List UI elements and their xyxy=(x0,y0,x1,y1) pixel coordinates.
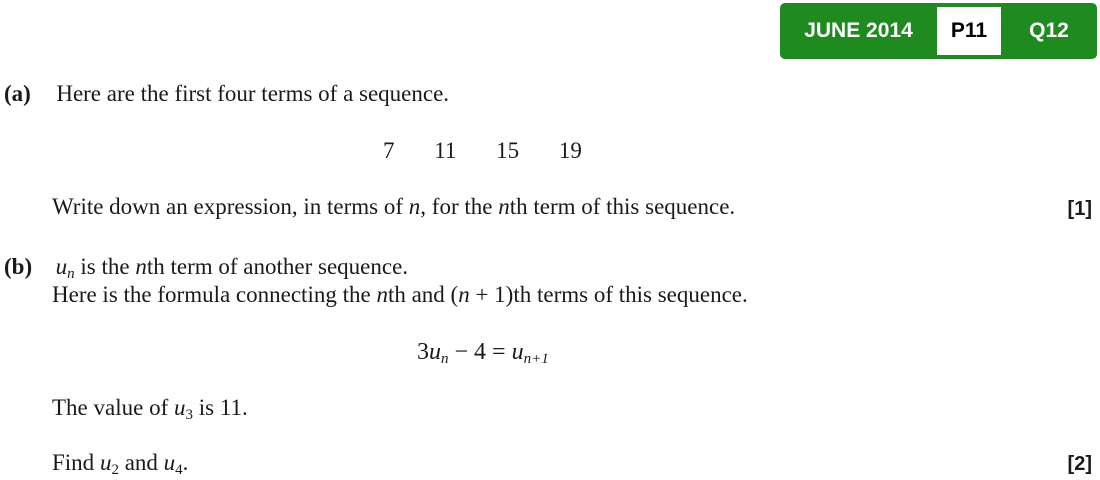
text: The value of xyxy=(52,395,174,420)
variable-u: u xyxy=(173,395,186,420)
text: Here is the formula connecting the xyxy=(52,282,377,307)
paper-number: P11 xyxy=(937,7,1001,55)
part-b-marks: [2] xyxy=(1067,453,1092,475)
variable-n: n xyxy=(408,194,421,219)
subscript: 2 xyxy=(111,462,119,478)
sequence-term: 19 xyxy=(558,138,582,163)
question-number: Q12 xyxy=(1029,19,1069,42)
text: th term of another sequence. xyxy=(146,254,409,279)
part-b-line-1 xyxy=(4,254,409,282)
variable-u: u xyxy=(99,450,112,475)
subscript: n xyxy=(441,351,449,367)
variable-n: n xyxy=(135,254,147,279)
subscript: 4 xyxy=(175,462,183,478)
text: th and ( xyxy=(387,282,459,307)
variable-u: u xyxy=(163,450,176,475)
variable-n: n xyxy=(498,194,510,219)
text: . xyxy=(182,450,189,475)
variable-n: n xyxy=(376,282,388,307)
text: and xyxy=(118,450,164,475)
text: + 1)th terms of this sequence. xyxy=(469,282,748,307)
part-a-heading xyxy=(4,82,449,105)
part-a-label: (a) xyxy=(4,81,31,106)
part-b-line-2 xyxy=(52,283,748,306)
find-instruction xyxy=(52,450,189,478)
recurrence-formula xyxy=(417,339,549,367)
sequence-term: 7 xyxy=(383,138,395,163)
subscript: n xyxy=(67,266,75,282)
subscript: 3 xyxy=(185,407,193,423)
text: Find xyxy=(52,450,100,475)
given-value xyxy=(52,395,248,423)
question-reference-badge xyxy=(780,3,1097,59)
operator-text: − 4 = xyxy=(448,339,512,365)
part-b-label: (b) xyxy=(4,254,33,279)
sequence-term: 11 xyxy=(434,138,457,163)
instruction-text: Write down an expression, in terms of xyxy=(52,194,409,219)
exam-session: JUNE 2014 xyxy=(804,19,913,42)
part-a-marks: [1] xyxy=(1067,198,1092,220)
instruction-text: th term of this sequence. xyxy=(509,194,736,219)
variable-n: n xyxy=(458,282,470,307)
text: is the xyxy=(74,254,136,279)
part-a-intro: Here are the first four terms of a sequence. xyxy=(56,81,450,106)
sequence-terms xyxy=(383,139,582,162)
variable-u: u xyxy=(55,254,68,279)
part-a-instruction xyxy=(52,195,735,218)
instruction-text: , for the xyxy=(420,194,499,219)
variable-u: u xyxy=(511,339,524,365)
sequence-term: 15 xyxy=(496,138,520,163)
coefficient: 3 xyxy=(417,339,429,365)
variable-u: u xyxy=(429,339,441,365)
text: is 11. xyxy=(192,395,248,420)
subscript: n+1 xyxy=(523,351,549,367)
